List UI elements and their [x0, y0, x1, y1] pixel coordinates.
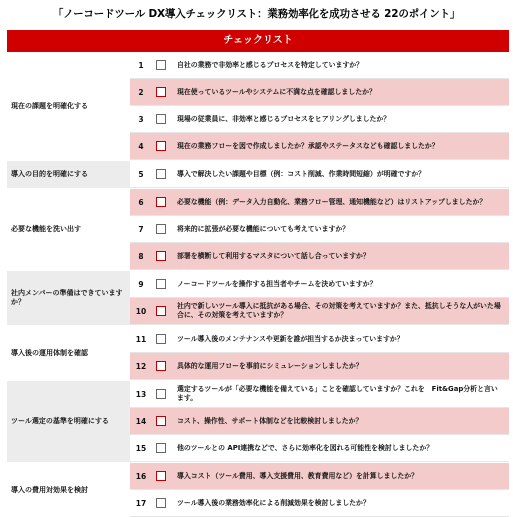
item-text: 他のツールとの API連携などで、さらに効率化を図れる可能性を検討しましたか？ [177, 443, 434, 452]
checklist-item [130, 463, 509, 490]
item-text: 必要な機能（例：データ入力自動化、業務フロー管理、通知機能など）はリストアップしましたか？ [177, 197, 487, 206]
checklist-item [130, 271, 509, 298]
checklist-rows [130, 381, 509, 462]
item-text: 現在の業務フローを図で作成しましたか？承認やステータスなども確認しましたか？ [177, 141, 439, 150]
item-number: 4 [138, 141, 144, 151]
checklist-item [130, 298, 509, 325]
item-text: ツール導入後の業務効率化による削減効果を検討しましたか？ [177, 498, 370, 507]
item-checkbox[interactable] [156, 361, 166, 371]
category-label: 現在の課題を明確化する [7, 52, 130, 160]
checklist-rows [130, 271, 509, 325]
item-checkbox[interactable] [156, 416, 166, 426]
checklist-item [130, 490, 509, 517]
checklist-group [7, 380, 509, 462]
item-checkbox[interactable] [156, 197, 166, 207]
category-label: 導入の目的を明確にする [7, 161, 130, 188]
checklist-rows [130, 326, 509, 380]
checklist-group [7, 52, 509, 160]
item-text: 現場の従業員に、非効率と感じるプロセスをヒアリングしましたか？ [177, 114, 391, 123]
item-number: 6 [138, 197, 144, 207]
category-label: 導入の費用対効果を検討 [7, 463, 130, 517]
checklist-item [130, 106, 509, 133]
item-number: 8 [138, 251, 144, 261]
item-number: 16 [135, 471, 147, 481]
item-number: 12 [135, 361, 147, 371]
checklist-item [130, 326, 509, 353]
checklist-table [7, 52, 509, 517]
item-number: 3 [138, 114, 144, 124]
item-text: 具体的な運用フローを事前にシミュレーションしましたか？ [177, 361, 363, 370]
page-title: 「ノーコードツール DX導入チェックリスト：業務効率化を成功させる 22のポイント」 [52, 8, 461, 20]
checklist-header: チェックリスト [7, 30, 509, 52]
item-checkbox[interactable] [156, 306, 166, 316]
checklist-item [130, 408, 509, 435]
checklist-rows [130, 189, 509, 270]
item-checkbox[interactable] [156, 389, 166, 399]
checklist-item [130, 435, 509, 462]
category-label: 必要な機能を洗い出す [7, 189, 130, 270]
item-text: 現在使っているツールやシステムに不満な点を確認しましたか？ [177, 87, 376, 96]
checklist-rows [130, 52, 509, 160]
item-number: 9 [138, 279, 144, 289]
checklist-group [7, 270, 509, 325]
checklist-item [130, 243, 509, 270]
item-number: 14 [135, 416, 147, 426]
category-label: 社内メンバーの準備はできていますか？ [7, 271, 130, 325]
checklist-item [130, 52, 509, 79]
item-checkbox[interactable] [156, 251, 166, 261]
item-number: 10 [135, 306, 147, 316]
item-text: 選定するツールが「必要な機能を備えている」ことを確認していますか？これを Fit&Gap分析と言います。 [177, 385, 498, 402]
checklist-item [130, 161, 509, 188]
item-checkbox[interactable] [156, 169, 166, 179]
item-text: コスト、操作性、サポート体制などを比較検討しましたか？ [177, 416, 363, 425]
checklist-item [130, 189, 509, 216]
item-number: 11 [135, 334, 147, 344]
item-number: 2 [138, 87, 144, 97]
item-checkbox[interactable] [156, 114, 166, 124]
item-number: 15 [135, 443, 147, 453]
item-checkbox[interactable] [156, 224, 166, 234]
item-text: 導入コスト（ツール費用、導入支援費用、教育費用など）を計算しましたか？ [177, 471, 419, 480]
item-text: 部署を横断して利用するマスタについて話し合っていますか？ [177, 251, 370, 260]
item-checkbox[interactable] [156, 141, 166, 151]
checklist-group [7, 325, 509, 380]
checklist-item [130, 79, 509, 106]
checklist-rows [130, 161, 509, 188]
item-number: 17 [135, 498, 147, 508]
item-checkbox[interactable] [156, 87, 166, 97]
item-number: 1 [138, 60, 144, 70]
category-label: 導入後の運用体制を確認 [7, 326, 130, 380]
item-checkbox[interactable] [156, 279, 166, 289]
item-text: 自社の業務で非効率と感じるプロセスを特定していますか？ [177, 60, 364, 69]
item-text: 社内で新しいツール導入に抵抗がある場合、その対策を考えていますか？また、抵抗しそうな人がいた場合に、その対策を考えていますか？ [177, 302, 501, 319]
category-label: ツール選定の基準を明確にする [7, 381, 130, 462]
checklist-item [130, 133, 509, 160]
checklist-group [7, 188, 509, 270]
item-text: 導入で解決したい課題や目標（例：コスト削減、作業時間短縮）が明確ですか？ [177, 169, 426, 178]
item-checkbox[interactable] [156, 471, 166, 481]
item-number: 5 [138, 169, 144, 179]
checklist-item [130, 216, 509, 243]
item-number: 7 [138, 224, 144, 234]
checklist-item [130, 353, 509, 380]
item-text: ノーコードツールを操作する担当者やチームを決めていますか？ [177, 279, 377, 288]
item-text: ツール導入後のメンテナンスや更新を誰が担当するか決まっていますか？ [177, 334, 404, 343]
checklist-item [130, 381, 509, 408]
item-number: 13 [135, 389, 147, 399]
item-checkbox[interactable] [156, 443, 166, 453]
item-checkbox[interactable] [156, 498, 166, 508]
item-checkbox[interactable] [156, 60, 166, 70]
checklist-group [7, 160, 509, 188]
item-checkbox[interactable] [156, 334, 166, 344]
item-text: 将来的に拡張が必要な機能についても考えていますか？ [177, 224, 350, 233]
